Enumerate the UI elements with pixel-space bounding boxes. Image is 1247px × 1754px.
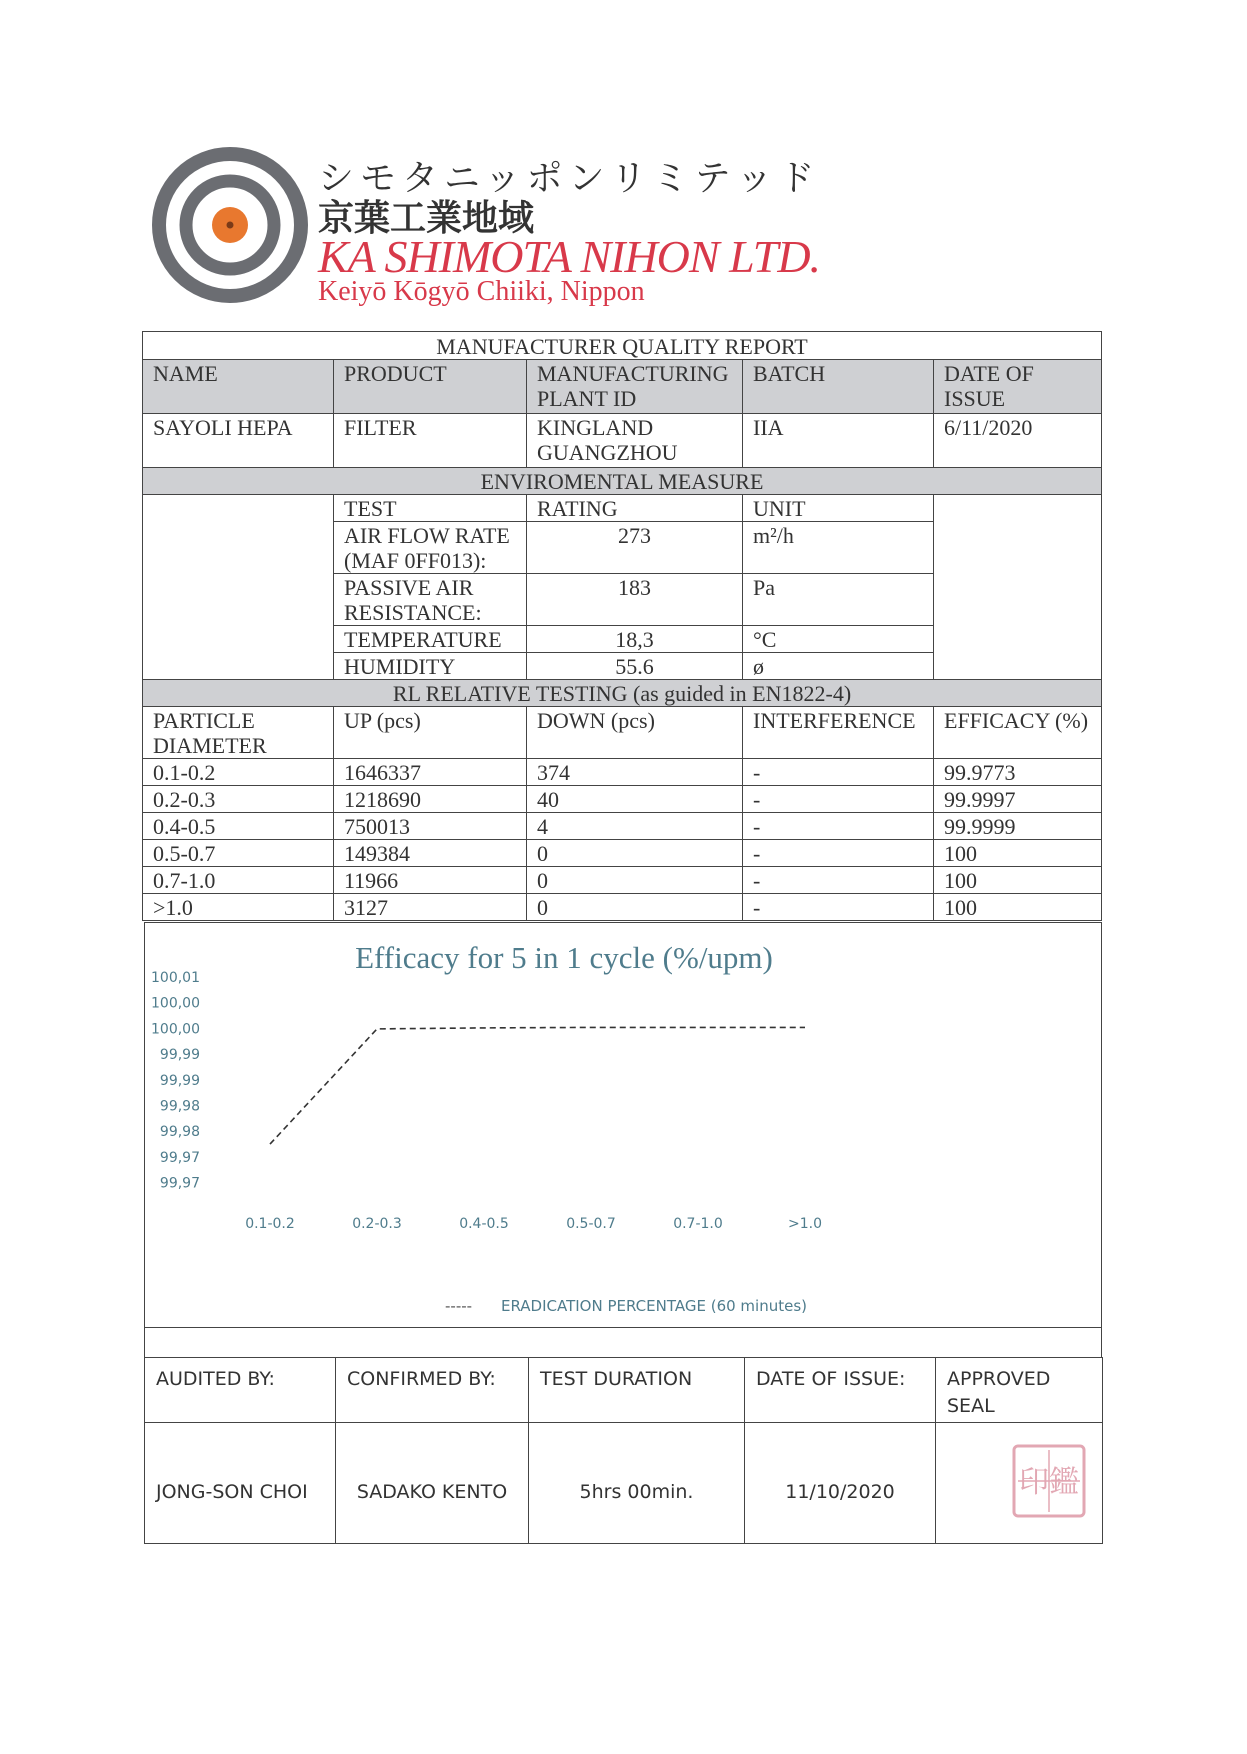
rl-cell: 1218690	[334, 786, 527, 813]
rl-cell: -	[743, 786, 934, 813]
label-audited-by: AUDITED BY:	[145, 1358, 336, 1423]
label-test-duration: TEST DURATION	[529, 1358, 745, 1423]
approved-seal-cell	[936, 1423, 1103, 1544]
table-row	[143, 813, 1102, 840]
series-points	[270, 1027, 805, 1144]
y-tick-label: 99,98	[159, 1098, 200, 1115]
rl-section-title: RL RELATIVE TESTING (as guided in EN1822-4)	[143, 680, 1102, 707]
label-date-of-issue: DATE OF ISSUE:	[745, 1358, 936, 1423]
value-confirmed-by: SADAKO KENTO	[336, 1423, 529, 1544]
rl-header-interference: INTERFERENCE	[743, 707, 934, 759]
table-row	[143, 894, 1102, 921]
rl-header-down: DOWN (pcs)	[527, 707, 743, 759]
env-test-temperature: TEMPERATURE	[334, 626, 527, 653]
env-rating-temperature: 18,3	[527, 626, 743, 653]
env-rating-resistance: 183	[527, 574, 743, 626]
env-test-airflow: AIR FLOW RATE (MAF 0FF013):	[334, 522, 527, 574]
value-plant-id: KINGLAND GUANGZHOU	[527, 414, 743, 468]
rl-header-up: UP (pcs)	[334, 707, 527, 759]
y-tick-label: 100,01	[151, 970, 200, 986]
rl-cell: 11966	[334, 867, 527, 894]
rl-cell: 0.5-0.7	[143, 840, 334, 867]
y-tick-label: 99,99	[159, 1072, 200, 1089]
company-region-kanji: 京葉工業地域	[318, 198, 535, 239]
value-audited-by: JONG-SON CHOI	[145, 1423, 336, 1544]
env-rating-humidity: 55.6	[527, 653, 743, 680]
rl-cell: 0.7-1.0	[143, 867, 334, 894]
y-axis-tick-labels	[151, 970, 200, 1192]
y-tick-label: 99,97	[159, 1149, 200, 1166]
env-header-test: TEST	[334, 495, 527, 522]
value-batch: IIA	[743, 414, 934, 468]
seal-stamp-icon	[1010, 1442, 1088, 1520]
label-confirmed-by: CONFIRMED BY:	[336, 1358, 529, 1423]
rl-cell: -	[743, 894, 934, 921]
quality-report-table	[142, 331, 1102, 921]
rl-cell: 149384	[334, 840, 527, 867]
value-footer-date: 11/10/2020	[745, 1423, 936, 1544]
header-name: NAME	[143, 360, 334, 414]
header-date-of-issue: DATE OF ISSUE	[934, 360, 1102, 414]
rl-cell: -	[743, 867, 934, 894]
env-blank-right	[934, 495, 1102, 680]
x-tick-label: 0.1-0.2	[245, 1216, 295, 1232]
legend-marker: -----	[445, 1297, 473, 1315]
env-unit-airflow: m²/h	[743, 522, 934, 574]
value-date-of-issue: 6/11/2020	[934, 414, 1102, 468]
rl-cell: 100	[934, 840, 1102, 867]
value-test-duration: 5hrs 00min.	[529, 1423, 745, 1544]
chart-title: Efficacy for 5 in 1 cycle (%/upm)	[355, 940, 773, 975]
x-tick-label: 0.5-0.7	[566, 1216, 616, 1232]
label-approved-seal: APPROVED SEAL	[936, 1358, 1103, 1423]
efficacy-line-chart	[145, 923, 1100, 1326]
rl-cell: 4	[527, 813, 743, 840]
table-row	[143, 786, 1102, 813]
table-row	[143, 840, 1102, 867]
chart-panel	[144, 922, 1102, 1328]
env-unit-resistance: Pa	[743, 574, 934, 626]
table-row	[143, 759, 1102, 786]
legend-label: ERADICATION PERCENTAGE (60 minutes)	[501, 1297, 807, 1315]
rl-cell: 100	[934, 894, 1102, 921]
header-plant-id: MANUFACTURING PLANT ID	[527, 360, 743, 414]
env-blank-left	[143, 495, 334, 680]
rl-cell: 100	[934, 867, 1102, 894]
approval-table	[144, 1357, 1103, 1544]
value-product: FILTER	[334, 414, 527, 468]
y-tick-label: 99,98	[159, 1124, 200, 1141]
rl-cell: 99.9999	[934, 813, 1102, 840]
x-axis-tick-labels	[245, 1216, 822, 1232]
rl-cell: 1646337	[334, 759, 527, 786]
table-row	[143, 867, 1102, 894]
y-tick-label: 100,00	[151, 995, 200, 1012]
rl-cell: -	[743, 840, 934, 867]
value-name: SAYOLI HEPA	[143, 414, 334, 468]
env-rating-airflow: 273	[527, 522, 743, 574]
rl-cell: 0	[527, 840, 743, 867]
rl-cell: 40	[527, 786, 743, 813]
rl-cell: -	[743, 759, 934, 786]
rl-cell: 0.2-0.3	[143, 786, 334, 813]
env-test-resistance: PASSIVE AIR RESISTANCE:	[334, 574, 527, 626]
company-logo	[150, 145, 310, 305]
rl-cell: 750013	[334, 813, 527, 840]
chart-spacer-row	[144, 1327, 1102, 1358]
rl-cell: >1.0	[143, 894, 334, 921]
seal-text: 印鑑	[1019, 1464, 1079, 1500]
header-product: PRODUCT	[334, 360, 527, 414]
rl-cell: 0.1-0.2	[143, 759, 334, 786]
env-unit-humidity: ø	[743, 653, 934, 680]
rl-cell: 0	[527, 894, 743, 921]
rl-cell: 99.9773	[934, 759, 1102, 786]
env-unit-temperature: °C	[743, 626, 934, 653]
x-tick-label: >1.0	[788, 1216, 822, 1232]
rl-cell: 3127	[334, 894, 527, 921]
rl-header-diameter: PARTICLE DIAMETER	[143, 707, 334, 759]
company-location: Keiyō Kōgyō Chiiki, Nippon	[318, 276, 645, 307]
x-tick-label: 0.7-1.0	[673, 1216, 723, 1232]
rl-cell: 374	[527, 759, 743, 786]
env-header-rating: RATING	[527, 495, 743, 522]
env-section-title: ENVIROMENTAL MEASURE	[143, 468, 1102, 495]
rl-cell: 0	[527, 867, 743, 894]
x-tick-label: 0.4-0.5	[459, 1216, 509, 1232]
company-name: KA SHIMOTA NIHON LTD.	[318, 231, 821, 282]
series-line-eradication	[270, 1027, 805, 1144]
company-name-kana: シモタニッポンリミテッド	[318, 158, 821, 199]
env-header-unit: UNIT	[743, 495, 934, 522]
y-tick-label: 99,97	[159, 1175, 200, 1192]
rl-cell: -	[743, 813, 934, 840]
y-tick-label: 99,99	[159, 1047, 200, 1064]
rl-cell: 0.4-0.5	[143, 813, 334, 840]
rl-header-efficacy: EFFICACY (%)	[934, 707, 1102, 759]
header-batch: BATCH	[743, 360, 934, 414]
env-test-humidity: HUMIDITY	[334, 653, 527, 680]
logo-center-dot	[227, 222, 234, 229]
report-title: MANUFACTURER QUALITY REPORT	[143, 332, 1102, 360]
y-tick-label: 100,00	[151, 1021, 200, 1038]
x-tick-label: 0.2-0.3	[352, 1216, 402, 1232]
rl-cell: 99.9997	[934, 786, 1102, 813]
